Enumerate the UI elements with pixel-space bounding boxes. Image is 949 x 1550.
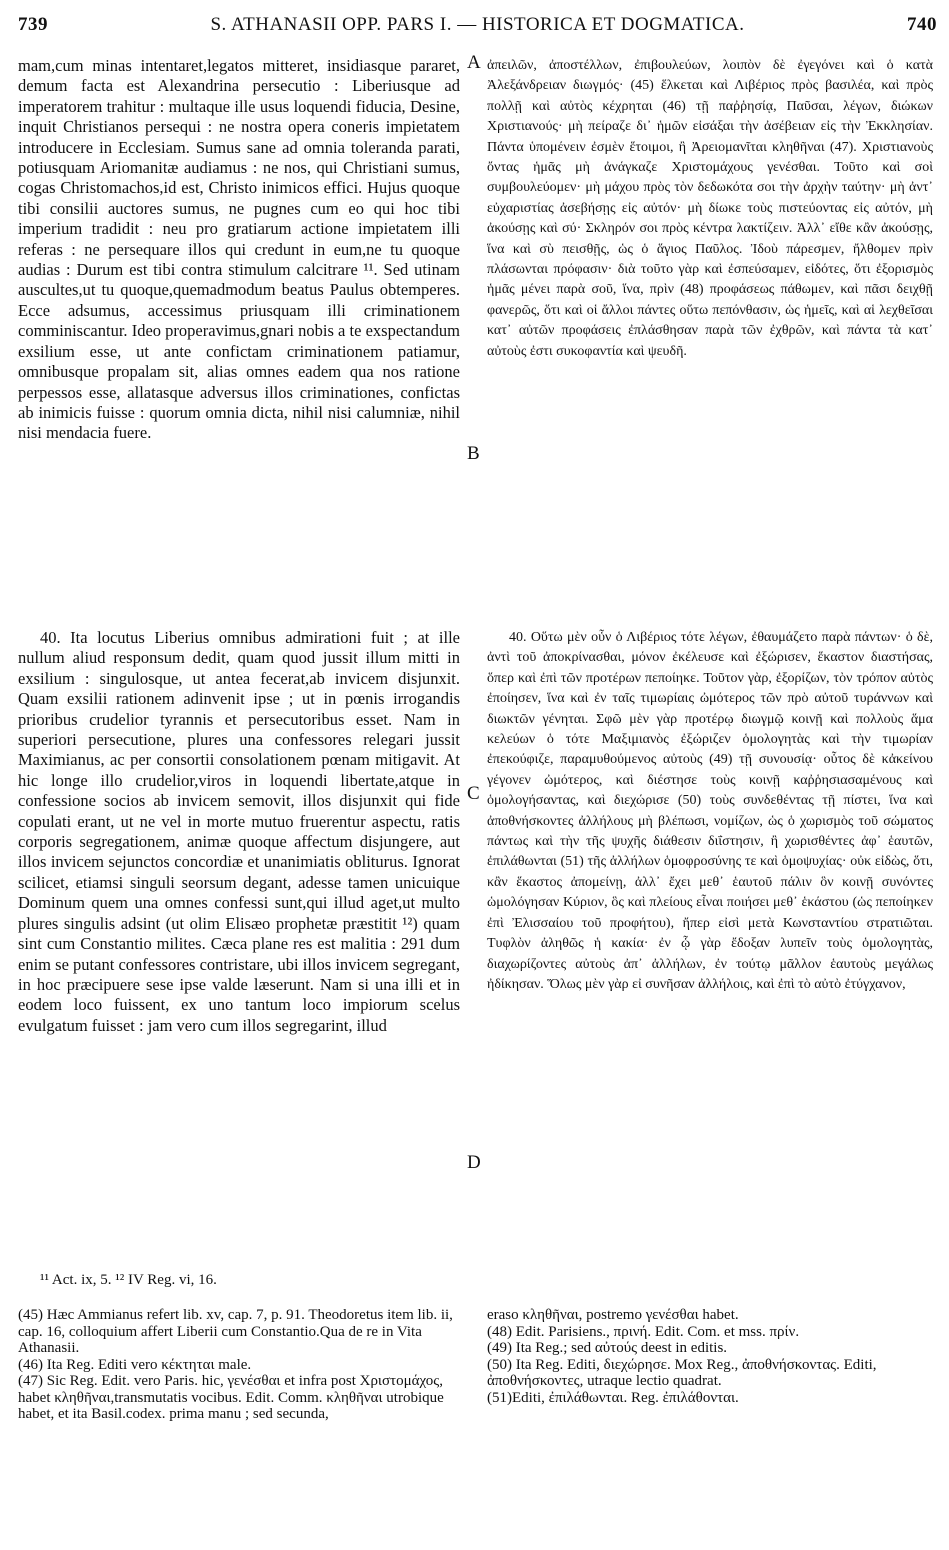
- footnote: (46) Ita Reg. Editi vero κέκτηται male.: [18, 1356, 252, 1373]
- page-number-left: 739: [18, 14, 48, 35]
- footnotes-right: [487, 1307, 933, 1406]
- running-title: S. ATHANASII OPP. PARS I. — HISTORICA ET DOGMATICA.: [210, 14, 745, 35]
- greek-column-section-39: [487, 56, 933, 362]
- footnotes-left: [18, 1307, 460, 1423]
- footnote: (50) Ita Reg. Editi, διεχώρησε. Mox Reg., ἀποθνήσκοντας. Editi, ἀποθνήσκοντες, utraque lectio quadrat.: [487, 1356, 877, 1389]
- margin-letter-b: B: [467, 443, 480, 464]
- footnote: (48) Edit. Parisiens., πρινή. Edit. Com. et mss. πρίν.: [487, 1323, 800, 1340]
- margin-letter-c: C: [467, 783, 480, 804]
- footnote: (47) Sic Reg. Edit. vero Paris. hic, γενέσθαι et infra post Χριστομάχος, habet κληθῆναι,transmutatis vocibus. Edit. Comm. κληθῆναι utrobique habet, et ita Basil.codex. prima manu ; sed secunda,: [18, 1373, 444, 1422]
- latin-column-section-40: [18, 628, 460, 1036]
- greek-paragraph: ἀπειλῶν, ἀποστέλλων, ἐπιβουλεύων, λοιπὸν δὲ ἐγεγόνει καὶ ὁ κατὰ Ἀλεξάνδρειαν διωγμός· (45) ἕλκεται καὶ Λιβέριος πρὸς βασιλέα, καὶ πρὸς πολλῇ καὶ αὐτὸς κέχρηται (46) τῇ παῤῥησίᾳ, Παῦσαι, λέγων, διώκων Χριστιανούς· μὴ πείραζε δι᾽ ἡμῶν εἰσάξαι τὴν ἀσέβειαν εἰς τὴν Ἐκκλησίαν. Πάντα ὑπομένειν ἐσμὲν ἕτοιμοι, ἢ Ἀρειομανῖται κληθῆναι (47). Χριστιανοὺς ὄντας ἡμᾶς μὴ ἀνάγκαζε Χριστομάχους γενέσθαι. Τοῦτο καὶ σοὶ συμβουλεύομεν· μὴ μάχου πρὸς τὸν δεδωκότα σοι τὴν ἀρχὴν ταύτην· μὴ ἀντ᾽ εὐχαριστίας ἀσεβήσῃς εἰς αὐτόν· μὴ δίωκε τοὺς πιστεύοντας εἰς αὐτόν, μὴ ἀκούσῃς καὶ σύ· Σκληρόν σοι πρὸς κέντρα λακτίζειν. Ἀλλ᾽ εἴθε κἂν ἀκούσῃς, ἵνα καὶ σὺ πεισθῇς, ὡς ὁ ἅγιος Παῦλος. Ἰδοὺ πάρεσμεν, ἤλθομεν πρὶν πλάσωνται πρόφασιν· διὰ τοῦτο γὰρ καὶ ἐσπεύσαμεν, εἰδότες, ὅτι ἐξορισμὸς ἡμᾶς μένει παρὰ σοῦ, ἵνα, πρὶν (48) προφάσεως πάθωμεν, καὶ πᾶσι δειχθῇ φανερῶς, ὅτι καὶ οἱ ἄλλοι πάντες οὕτω πεπόνθασιν, ὡς ἡμεῖς, καὶ αἱ λεχθεῖσαι κατ᾽ αὐτῶν προφάσεις ἐπλάσθησαν παρὰ τῶν ἐχθρῶν, καὶ πάντα τὰ κατ᾽ αὐτοὺς ἐστι συκοφαντία καὶ ψευδῆ.: [487, 58, 933, 359]
- latin-paragraph: 40. Ita locutus Liberius omnibus admirationi fuit ; at ille nullum aliud responsum dedit, quam quod jussit illum mitti in exsilium : singulosque, ut antea fecerat,ab invicem disjunxit. Quam exsilii rationem adinvenit ipse ; ut in pœnis irrogandis prioribus crudelior tyrannis et persecutoribus esset. Nam in superiori persecutione, plures una confessores relegari jussit Maximianus, ac per consortii consolationem pœnam mitigavit. At hic longe illo crudelior,viros in loquendi libertate,atque in confessione socios ab invicem semovit, illos disjunxit qui fide copulati erant, ut ne vel in morte mutuo fruerentur aspectu, ratis corporis segregationem, animæ quoque affectum disjungere, aut illos invicem sejunctos concordiæ et unanimiatis obliturus. Ignorat scilicet, etiamsi singuli seorsum degant, adesse tamen unicuique Dominum quem una omnes confessi sunt,qui illud aget,ut multo plures singulis adsint (ut olim Elisæo prophetæ præstitit ¹²) quam sint cum Constantio milites. Cæca plane res est malitia : 291 dum enim se putant confessores contristare, ubi illos invicem segregant, in hoc præcipuere sese ipse valde læserunt. Nam si una illi et in eodem loco fuissent, ex uno tantum loco impiorum scelus evulgatum fuisset : jam vero cum illos segregarint, illud: [18, 628, 460, 1035]
- margin-letter-d: D: [467, 1152, 481, 1173]
- latin-paragraph: mam,cum minas intentaret,legatos mitteret, insidiasque pararet, demum facta est Alexandrina persecutio : Liberiusque ad imperatorem trahitur : multaque ille usus loquendi fiducia, Desine, inquit Christianos persequi : ne nostra opera coneris impietatem introducere in Ecclesiam. Sumus sane ad omnia toleranda parati, potiusquam Ariomanitæ audiamus : ne nos, qui Christiani sumus, cogas Christomachos,id est, Christo inimicos effici. Hujus quoque tibi consilii auctores sumus, ne pugnes cum eo qui hoc tibi imperium tradidit : neu pro gratiarum actione impietatem illi referas : ne persequare illos qui credunt in eum,ne tu quoque audias : Durum est tibi contra stimulum calcitrare ¹¹. Sed utinam auscultes,ut tu quoque,quemadmodum beatus Paulus obtemperes. Ecce adsumus, accessimus priusquam illi criminationem comminiscantur. Ideo properavimus,gnari nobis a te exspectandum exsilium esse, ut ante confictam criminationem patiamur, omnibusque propalam sit, alias omnes eadem qua nos ratione perpessos esse, allatasque adversus illos criminationes, confictas ab inimicis fuisse : quorum omnia dicta, nihil nisi calumniæ, nihil nisi mendacia fuere.: [18, 56, 460, 443]
- greek-column-section-40: [487, 628, 933, 995]
- footnote: (49) Ita Reg.; sed αὐτούς deest in editis.: [487, 1340, 728, 1356]
- margin-letter-a: A: [467, 52, 481, 73]
- greek-paragraph: 40. Οὕτω μὲν οὖν ὁ Λιβέριος τότε λέγων, ἐθαυμάζετο παρὰ πάντων· ὁ δὲ, ἀντὶ τοῦ ἀποκρίνασθαι, μόνον ἐκέλευσε καὶ ἐξώρισεν, ἕκαστον διαστήσας, ὅπερ καὶ ἐπὶ τῶν προτέρων πεποίηκε. Τοῦτον γὰρ, ἐξορίζων, τὸν τρόπον αὐτὸς ἐποίησεν, ἵνα καὶ ἐν ταῖς τιμωρίαις ὠμότερος τῶν πρὸ αὐτοῦ τυράννων καὶ διωκτῶν γένηται. Σφῶ μὲν γὰρ προτέρῳ διωγμῷ κοινῇ καὶ πολλοὺς ἅμα κελεύων ὁ τότε Μαξιμιανὸς ἐξώριζεν ὁμολογητὰς καὶ τὴν τιμωρίαν ἐπεκούφιζε, παραμυθούμενος αὐτοὺς (49) τῇ συνουσίᾳ· οὗτος δὲ κἀκείνου γέγονεν ὠμότερος, καὶ διέστησε τοὺς κοινῇ καῤῥησιασαμένους καὶ ὁμολογήσαντας, καὶ διεχώρισε (50) τοὺς συνδεθέντας τῇ πίστει, ἵνα καὶ ἀποθνήσκοντες ἀλλήλους μὴ βλέπωσι, νομίζων, ὡς ὁ χωρισμὸς τοῦ σώματος πάντως καὶ τὴν τῆς ψυχῆς διάθεσιν διΐστησιν, ἢ χωρισθέντες ἀφ᾽ ἑαυτῶν, ἐπιλάθωνται (51) τῆς ἀλλήλων ὁμοφροσύνης τε καὶ ὁμοψυχίας· οὐκ εἰδὼς, ὅτι, κἂν ἕκαστος ἀπομείνῃ, ἀλλ᾽ ἔχει μεθ᾽ ἑαυτοῦ πάλιν ὃν κοινῇ συνόντες ὡμολόγησαν Κύριον, ὃς καὶ πλείους εἶναι ποιήσει μεθ᾽ ἑκάστου (ὡς πεποίηκεν ἐπὶ Ἐλισσαίου τοῦ προφήτου), ἤπερ εἰσὶ μετὰ Κωνσταντίου στρατιῶται. Τυφλὸν ἀληθῶς ἡ κακία· ἐν ᾧ γὰρ ἔδοξαν λυπεῖν τοὺς ὁμολογητὰς, διαχωρίζοντες αὐτοὺς ἀπ᾽ ἀλλήλων, ἐν τούτῳ μᾶλλον ἑαυτοὺς μεγάλως ἠδίκησαν. Ὅλως μὲν γὰρ εἰ συνῆσαν ἀλλήλοις, καὶ ἐπὶ τὸ αὐτὸ ἐτύγχανον,: [487, 630, 933, 992]
- page-number-right: 740: [907, 14, 937, 35]
- footnote: (45) Hæc Ammianus refert lib. xv, cap. 7, p. 91. Theodoretus item lib. ii, cap. 16, colloquium affert Liberii cum Constantio.Qua de re in Vita Athanasii.: [18, 1307, 453, 1356]
- scripture-references: ¹¹ Act. ix, 5. ¹² IV Reg. vi, 16.: [40, 1272, 217, 1288]
- page-header: [18, 14, 937, 40]
- latin-column-section-39: [18, 56, 460, 444]
- footnote: (51)Editi, ἐπιλάθωνται. Reg. ἐπιλάθονται.: [487, 1389, 739, 1406]
- footnote: eraso κληθῆναι, postremo γενέσθαι habet.: [487, 1307, 739, 1323]
